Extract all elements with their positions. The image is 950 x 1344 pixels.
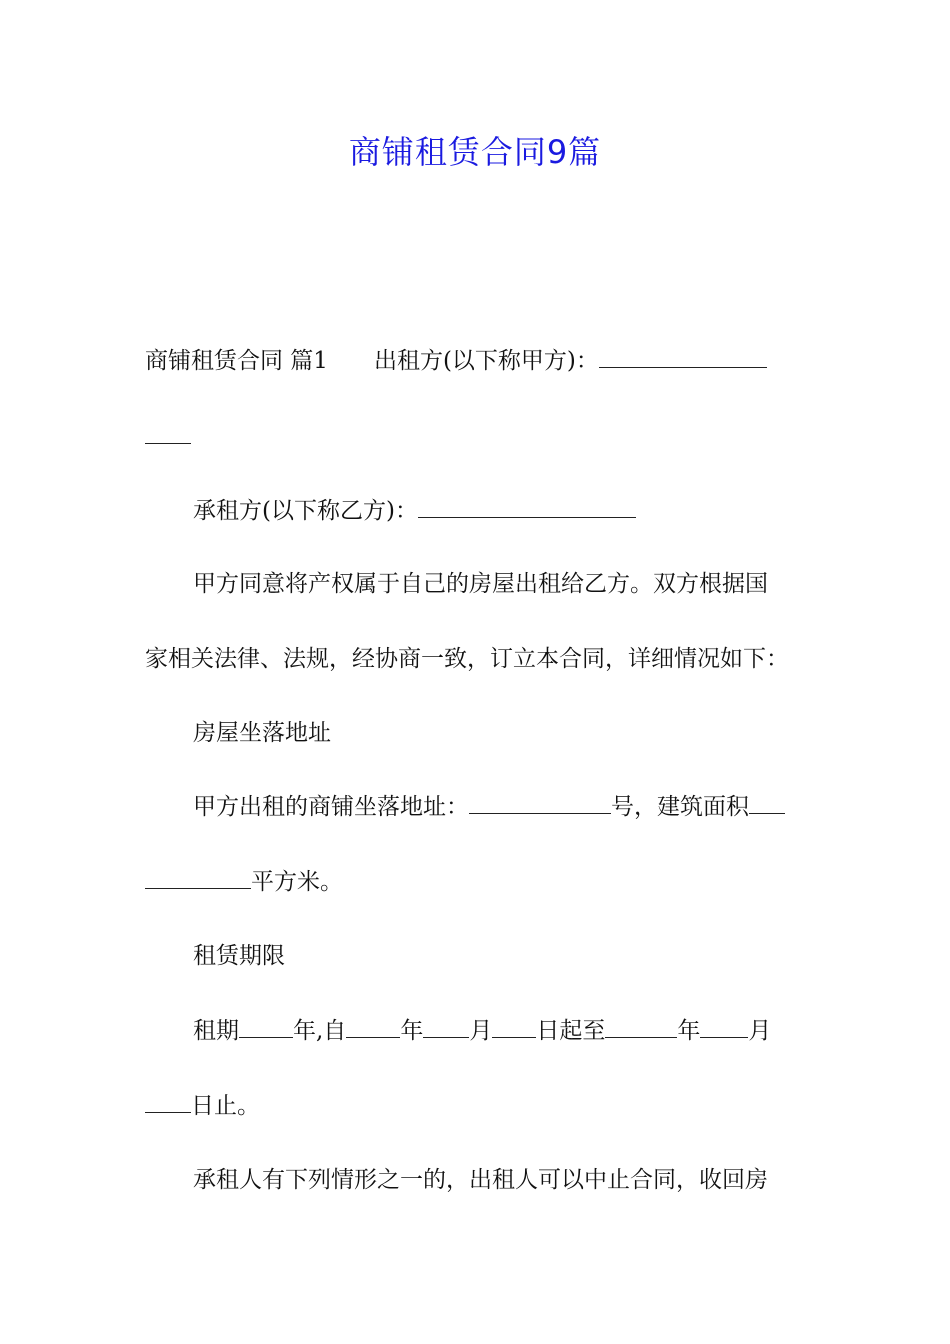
term-prefix: 租期 bbox=[193, 1018, 239, 1044]
start-day-blank bbox=[492, 1021, 536, 1038]
intro-paragraph-line-1: 甲方同意将产权属于自己的房屋出租给乙方。双方根据国 bbox=[193, 571, 768, 597]
year-label: 年 bbox=[400, 1018, 424, 1044]
term-end-line bbox=[145, 1086, 810, 1126]
intro-paragraph-line-2: 家相关法律、法规，经协商一致，订立本合同，详细情况如下： bbox=[145, 646, 789, 672]
area-unit: 平方米。 bbox=[251, 869, 343, 895]
start-year-blank bbox=[346, 1021, 400, 1038]
term-years-blank bbox=[239, 1021, 293, 1038]
area-blank-tail bbox=[145, 872, 251, 889]
day-from-label: 日起至 bbox=[536, 1018, 606, 1044]
address-label: 甲方出租的商铺坐落地址： bbox=[193, 794, 469, 820]
year-from-label: 年,自 bbox=[293, 1018, 347, 1044]
section-heading: 商铺租赁合同 篇1 bbox=[145, 348, 328, 374]
lessee-line bbox=[193, 491, 810, 531]
lessee-label: 承租方(以下称乙方)： bbox=[193, 498, 418, 524]
end-year-label: 年 bbox=[677, 1018, 701, 1044]
end-month-label: 月 bbox=[748, 1018, 772, 1044]
term-heading: 租赁期限 bbox=[193, 943, 285, 969]
lessor-blank-continuation bbox=[145, 417, 810, 457]
term-line bbox=[193, 1011, 810, 1051]
document-title: 商铺租赁合同9篇 bbox=[348, 133, 602, 171]
lessor-label: 出租方(以下称甲方)： bbox=[373, 348, 599, 374]
end-year-blank bbox=[605, 1021, 677, 1038]
lessee-blank bbox=[418, 501, 636, 518]
lessor-blank-tail bbox=[145, 427, 191, 444]
area-blank bbox=[749, 797, 785, 814]
address-blank bbox=[469, 797, 611, 814]
lessor-line bbox=[145, 341, 810, 381]
end-day-blank bbox=[145, 1096, 191, 1113]
day-end-label: 日止。 bbox=[191, 1093, 260, 1119]
start-month-blank bbox=[423, 1021, 469, 1038]
address-line bbox=[193, 787, 810, 827]
area-line bbox=[145, 862, 810, 902]
number-suffix: 号，建筑面积 bbox=[611, 794, 749, 820]
lessor-blank bbox=[599, 351, 767, 368]
end-month-blank bbox=[700, 1021, 748, 1038]
month-label: 月 bbox=[469, 1018, 493, 1044]
termination-line: 承租人有下列情形之一的，出租人可以中止合同，收回房 bbox=[193, 1167, 768, 1193]
location-heading: 房屋坐落地址 bbox=[193, 720, 331, 746]
